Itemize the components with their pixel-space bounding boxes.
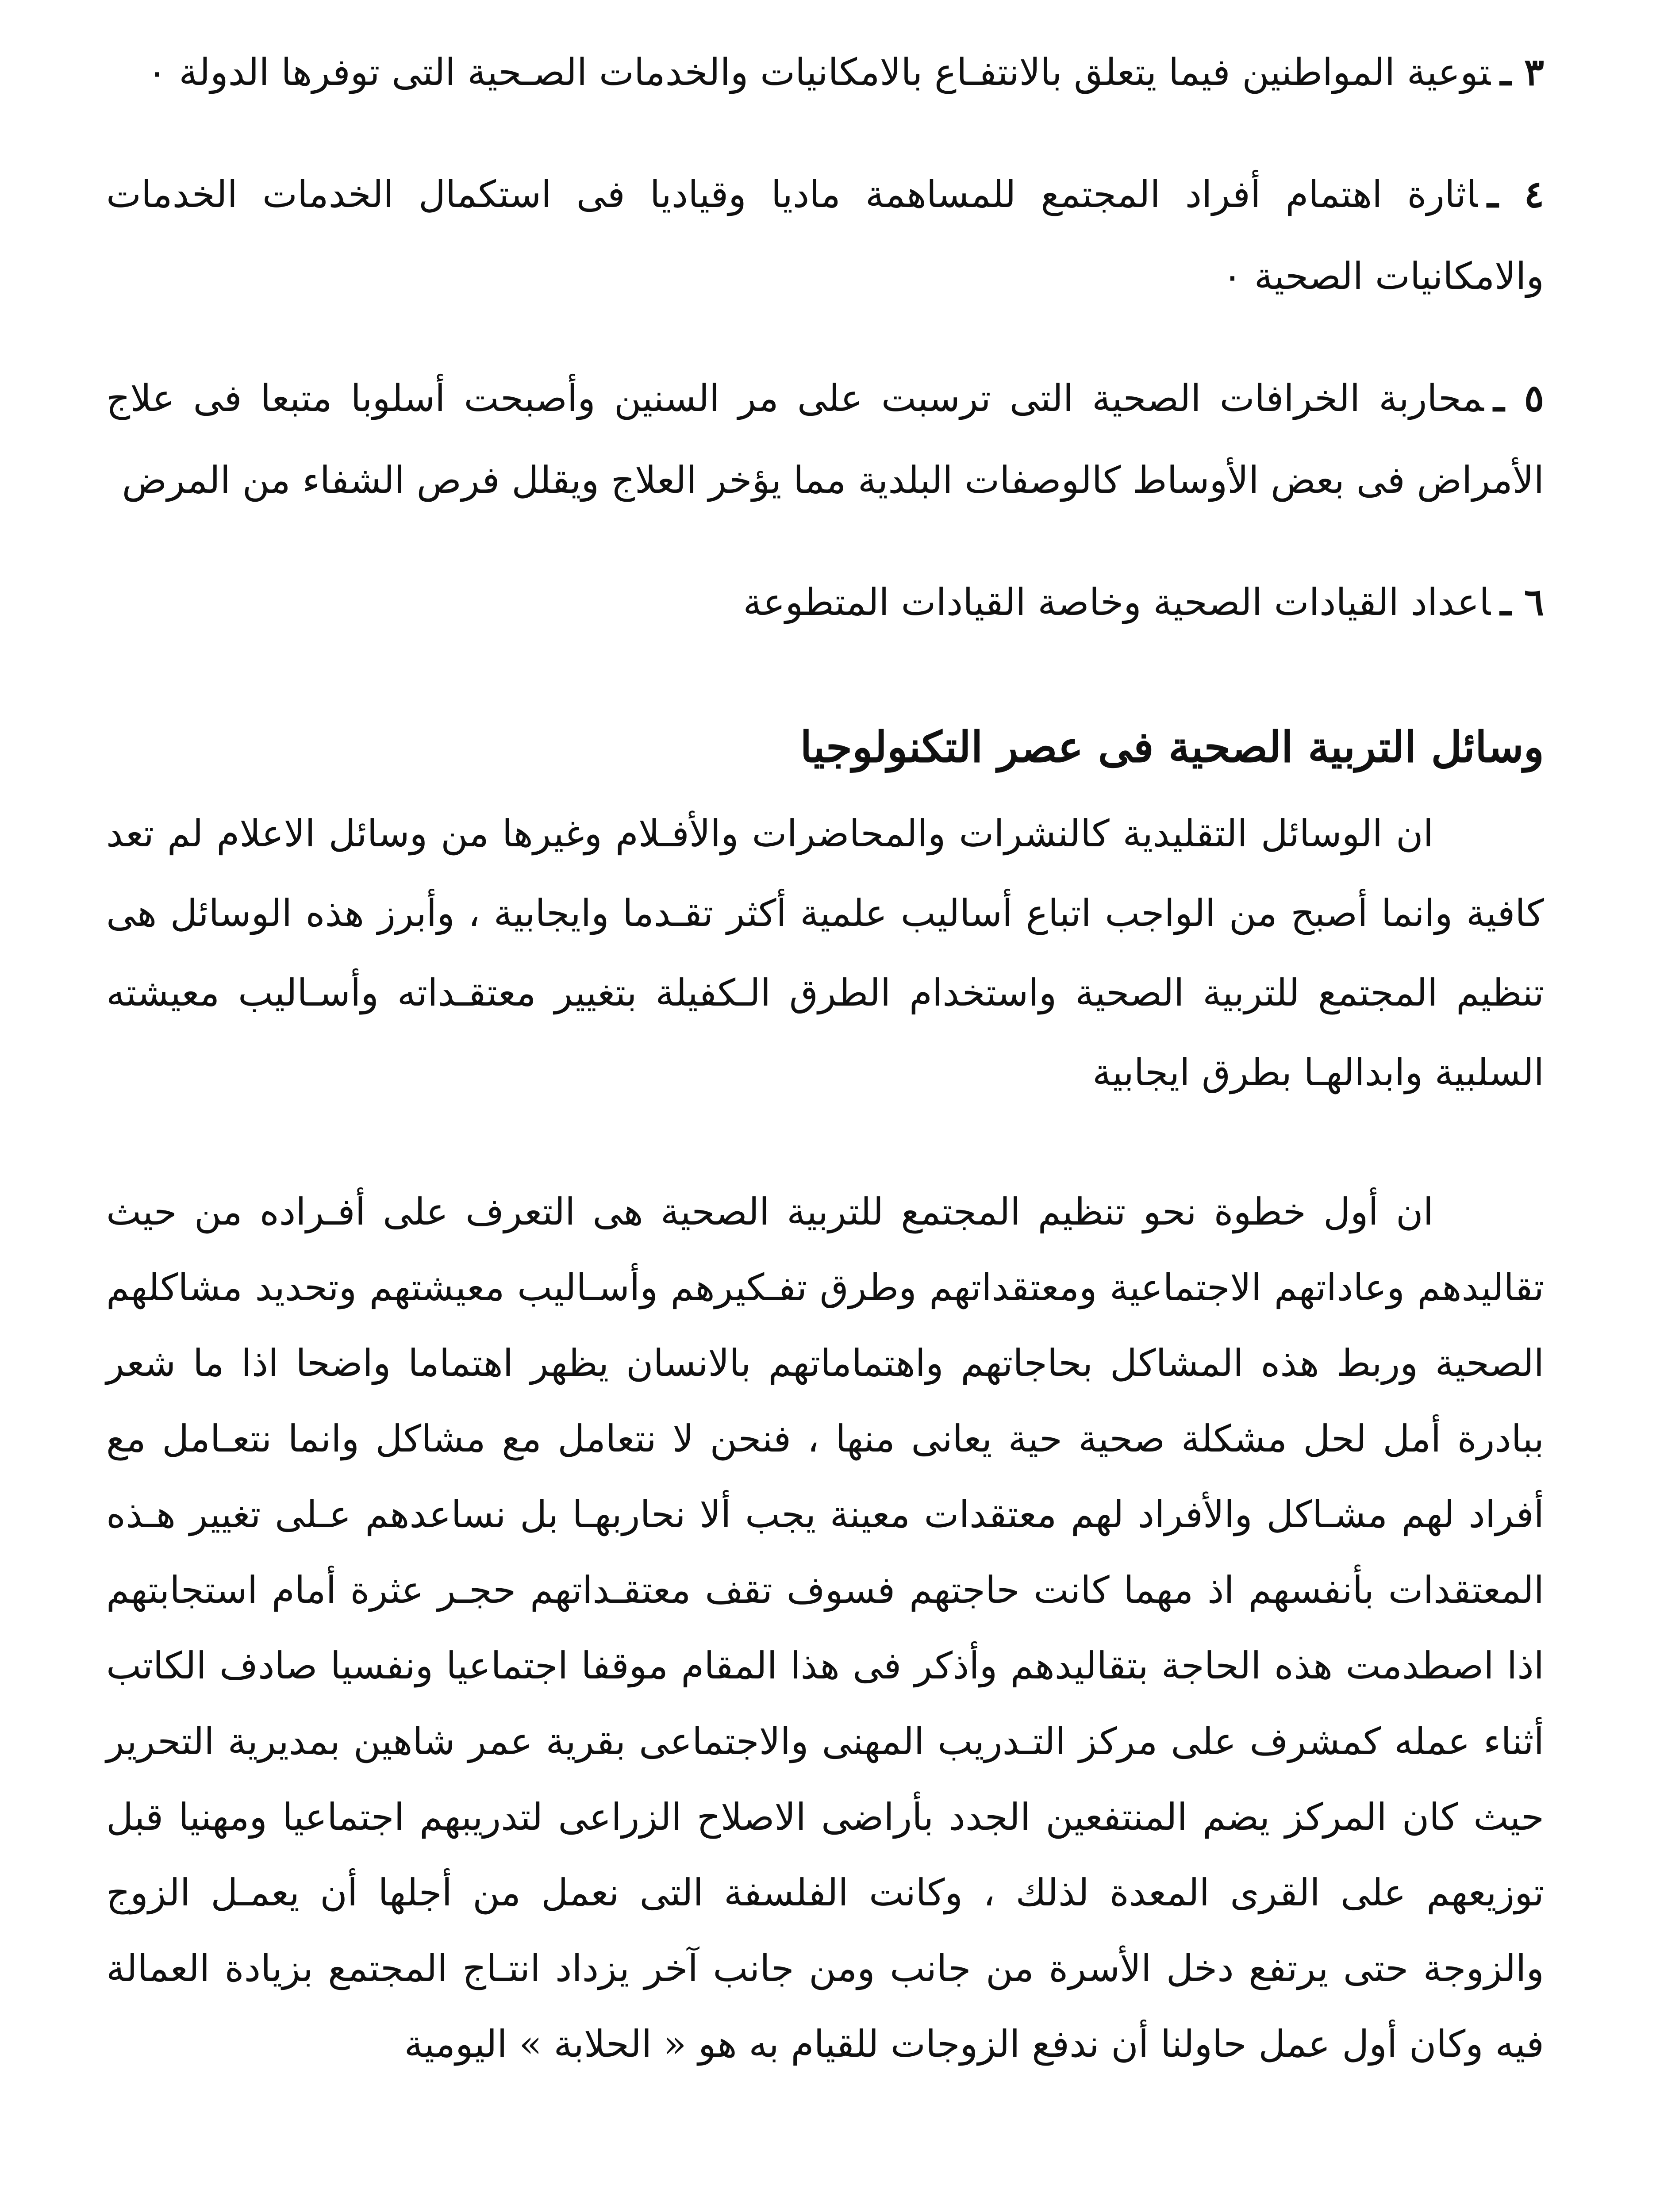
book-page	[106, 31, 1544, 2212]
list-text: اثارة اهتمام أفراد المجتمع للمساهمة ماديا وقياديا فى استكمال الخدمات الخدمات والامكانيات الصحية ٠	[106, 173, 1544, 298]
list-number: ٤ ـ	[1487, 172, 1544, 216]
list-item-4	[106, 153, 1544, 317]
list-item-5	[106, 357, 1544, 521]
paragraph-first-step: ان أول خطوة نحو تنظيم المجتمع للتربية الصحية هى التعرف على أفـراده من حيث تقاليدهم وعاداتهم الاجتماعية ومعتقداتهم وطرق تفـكيرهم وأسـاليب معيشتهم وتحديد مشاكلهم الصحية وربط هذه المشاكل بحاجاتهم واهتماماتهم بالانسان يظهر اهتماما واضحا اذا ما شعر ببادرة أمل لحل مشكلة صحية حية يعانى منها ، فنحن لا نتعامل مع مشاكل وانما نتعـامل مع أفراد لهم مشـاكل والأفراد لهم معتقدات معينة يجب ألا نحاربهـا بل نساعدهم عـلى تغيير هـذه المعتقدات بأنفسهم اذ مهما كانت حاجتهم فسوف تقف معتقـداتهم حجـر عثرة أمام استجابتهم اذا اصطدمت هذه الحاجة بتقاليدهم وأذكر فى هذا المقام موقفا اجتماعيا ونفسيا صادف الكاتب أثناء عمله كمشرف على مركز التـدريب المهنى والاجتماعى بقرية عمر شاهين بمديرية التحرير حيث كان المركز يضم المنتفعين الجدد بأراضى الاصلاح الزراعى لتدريبهم اجتماعيا ومهنيا قبل توزيعهم على القرى المعدة لذلك ، وكانت الفلسفة التى نعمل من أجلها أن يعمـل الزوج والزوجة حتى يرتفع دخل الأسرة من جانب ومن جانب آخر يزداد انتـاج المجتمع بزيادة العمالة فيه وكان أول عمل حاولنا أن ندفع الزوجات للقيام به هو « الحلابة » اليومية	[106, 1190, 1544, 2066]
list-text: محاربة الخرافات الصحية التى ترسبت على مر السنين وأصبحت أسلوبا متبعا فى علاج الأمراض فى بعض الأوساط كالوصفات البلدية مما يؤخر العلاج ويقلل فرص الشفاء من المرض	[106, 376, 1544, 502]
list-text: اعداد القيادات الصحية وخاصة القيادات المتطوعة	[743, 580, 1491, 624]
section-heading: وسائل التربية الصحية فى عصر التكنولوجيا	[800, 722, 1544, 772]
list-text: توعية المواطنين فيما يتعلق بالانتفـاع بالامكانيات والخدمات الصـحية التى توفرها الدولة ٠	[147, 50, 1491, 94]
list-number: ٦ ـ	[1500, 580, 1544, 624]
paragraph-traditional-means: ان الوسائل التقليدية كالنشرات والمحاضرات والأفـلام وغيرها من وسائل الاعلام لم تعد كافية وانما أصبح من الواجب اتباع أساليب علمية أكثر تقـدما وايجابية ، وأبرز هذه الوسائل هى تنظيم المجتمع للتربية الصحية واستخدام الطرق الـكفيلة بتغيير معتقـداته وأسـاليب معيشته السلبية وابدالهـا بطرق ايجابية	[106, 812, 1544, 1094]
list-item-6	[106, 561, 1544, 643]
list-number: ٥ ـ	[1493, 376, 1544, 420]
list-item-3	[106, 31, 1544, 113]
list-number: ٣ ـ	[1500, 50, 1544, 94]
